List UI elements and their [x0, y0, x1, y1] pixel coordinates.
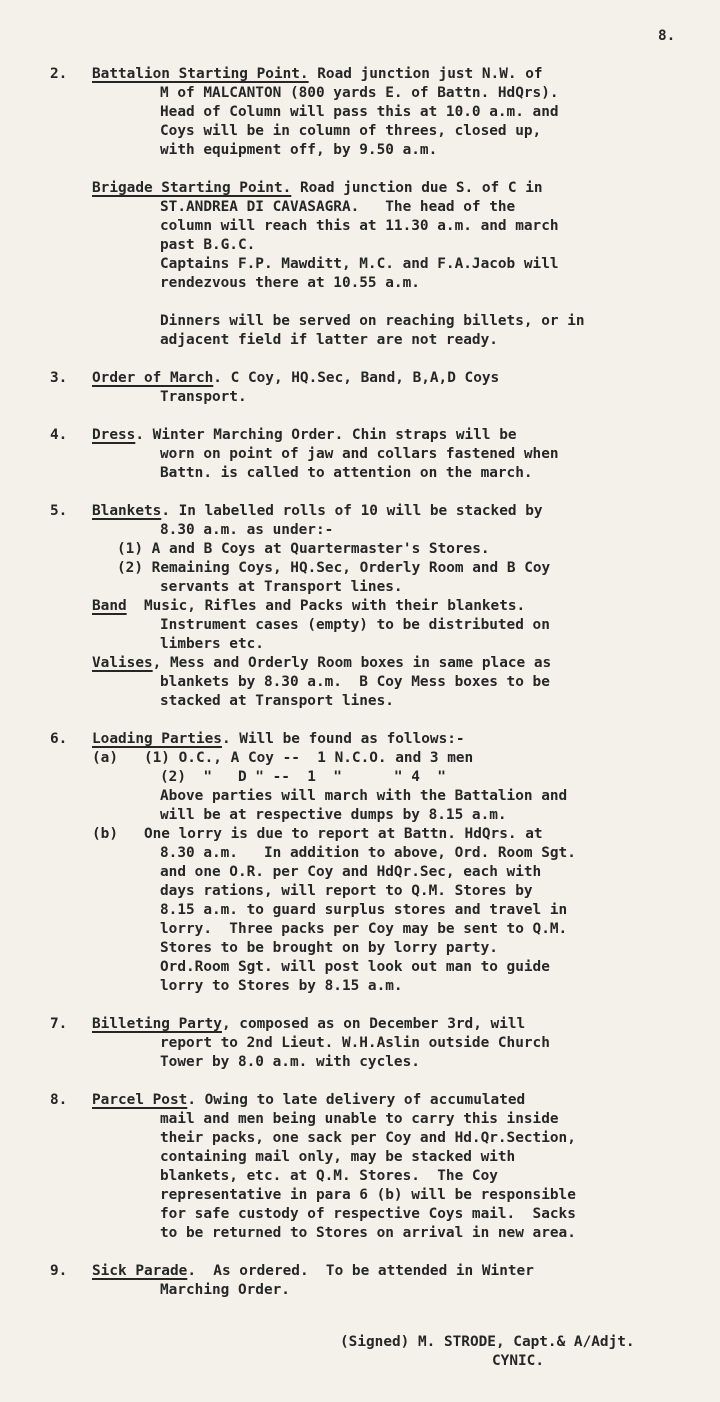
paragraph-number: 6. — [50, 731, 68, 747]
section-heading: Battalion Starting Point. — [92, 66, 309, 82]
text-line — [92, 66, 543, 82]
text-line: Transport. — [160, 389, 247, 405]
text-line — [92, 1092, 525, 1108]
text-line: servants at Transport lines. — [160, 579, 403, 595]
text-line — [92, 1016, 525, 1032]
text-line: blankets by 8.30 a.m. B Coy Mess boxes to be — [160, 674, 550, 690]
section-text: , Mess and Orderly Room boxes in same place as — [152, 655, 552, 671]
paragraph-number: 9. — [50, 1263, 68, 1279]
text-line: stacked at Transport lines. — [160, 693, 394, 709]
section-heading: Band — [92, 598, 127, 614]
section-text: Music, Rifles and Packs with their blankets. — [126, 598, 526, 614]
text-line: ST.ANDREA DI CAVASAGRA. The head of the — [160, 199, 516, 215]
paragraph-number: 8. — [50, 1092, 68, 1108]
section-text: . Owing to late delivery of accumulated — [187, 1092, 526, 1108]
text-line — [92, 427, 517, 443]
text-line: column will reach this at 11.30 a.m. and march — [160, 218, 559, 234]
text-line: (2) " D " -- 1 " " 4 " — [160, 769, 446, 785]
section-heading: Billeting Party — [92, 1016, 222, 1032]
section-text: , composed as on December 3rd, will — [221, 1016, 526, 1032]
text-line: report to 2nd Lieut. W.H.Aslin outside Church — [160, 1035, 550, 1051]
text-line: Battn. is called to attention on the march. — [160, 465, 533, 481]
paragraph-number: 7. — [50, 1016, 68, 1032]
text-line: Above parties will march with the Battalion and — [160, 788, 568, 804]
section-heading: Sick Parade — [92, 1263, 188, 1279]
section-text: . As ordered. To be attended in Winter — [187, 1263, 534, 1279]
text-line: Instrument cases (empty) to be distributed on — [160, 617, 550, 633]
text-line: their packs, one sack per Coy and Hd.Qr.Section, — [160, 1130, 576, 1146]
page-number: 8. — [658, 28, 676, 44]
text-line: lorry. Three packs per Coy may be sent to Q.M. — [160, 921, 568, 937]
text-line: to be returned to Stores on arrival in new area. — [160, 1225, 576, 1241]
text-line: with equipment off, by 9.50 a.m. — [160, 142, 438, 158]
section-heading: Brigade Starting Point. — [92, 180, 292, 196]
text-line — [92, 731, 465, 747]
paragraph-number: 2. — [50, 66, 68, 82]
text-line — [92, 180, 543, 196]
section-heading: Loading Parties — [92, 731, 222, 747]
text-line: will be at respective dumps by 8.15 a.m. — [160, 807, 507, 823]
text-line: and one O.R. per Coy and HdQr.Sec, each with — [160, 864, 542, 880]
text-line: 8.30 a.m. In addition to above, Ord. Room Sgt. — [160, 845, 576, 861]
section-text: . In labelled rolls of 10 will be stacked by — [161, 503, 543, 519]
text-line: (2) Remaining Coys, HQ.Sec, Orderly Room and B Coy — [117, 560, 551, 576]
text-line: 8.30 a.m. as under:- — [160, 522, 334, 538]
paragraph-number: 5. — [50, 503, 68, 519]
paragraph-number: 4. — [50, 427, 68, 443]
text-line: Captains F.P. Mawditt, M.C. and F.A.Jacob will — [160, 256, 559, 272]
text-line: Coys will be in column of threes, closed up, — [160, 123, 542, 139]
text-line: days rations, will report to Q.M. Stores by — [160, 883, 533, 899]
text-line: Dinners will be served on reaching billets, or in — [160, 313, 585, 329]
section-text: Road junction just N.W. of — [308, 66, 543, 82]
text-line — [92, 655, 551, 671]
text-line: representative in para 6 (b) will be responsible — [160, 1187, 576, 1203]
section-heading: Dress — [92, 427, 136, 443]
section-heading: Parcel Post — [92, 1092, 188, 1108]
text-line: adjacent field if latter are not ready. — [160, 332, 498, 348]
section-text: . Winter Marching Order. Chin straps will be — [135, 427, 517, 443]
text-line: blankets, etc. at Q.M. Stores. The Coy — [160, 1168, 498, 1184]
paragraph-number: 3. — [50, 370, 68, 386]
text-line: (a) (1) O.C., A Coy -- 1 N.C.O. and 3 men — [92, 750, 474, 766]
text-line: Tower by 8.0 a.m. with cycles. — [160, 1054, 420, 1070]
section-text: Road junction due S. of C in — [291, 180, 543, 196]
section-text: . C Coy, HQ.Sec, Band, B,A,D Coys — [213, 370, 500, 386]
text-line: mail and men being unable to carry this inside — [160, 1111, 559, 1127]
section-heading: Valises — [92, 655, 153, 671]
text-line: (1) A and B Coys at Quartermaster's Stores. — [117, 541, 490, 557]
text-line: (b) One lorry is due to report at Battn. HdQrs. at — [92, 826, 543, 842]
section-heading: Order of March — [92, 370, 214, 386]
text-line: lorry to Stores by 8.15 a.m. — [160, 978, 403, 994]
text-line — [92, 370, 499, 386]
text-line: for safe custody of respective Coys mail. Sacks — [160, 1206, 576, 1222]
text-line: containing mail only, may be stacked with — [160, 1149, 516, 1165]
text-line: (Signed) M. STRODE, Capt.& A/Adjt. — [340, 1334, 635, 1350]
text-line — [92, 1263, 534, 1279]
text-line — [92, 503, 543, 519]
text-line: past B.G.C. — [160, 237, 256, 253]
text-line: 8.15 a.m. to guard surplus stores and travel in — [160, 902, 568, 918]
text-line: CYNIC. — [492, 1353, 544, 1369]
text-line: worn on point of jaw and collars fastened when — [160, 446, 559, 462]
text-line: Marching Order. — [160, 1282, 290, 1298]
text-line: Stores to be brought on by lorry party. — [160, 940, 498, 956]
section-heading: Blankets — [92, 503, 162, 519]
text-line — [92, 598, 525, 614]
text-line: rendezvous there at 10.55 a.m. — [160, 275, 420, 291]
text-line: limbers etc. — [160, 636, 264, 652]
text-line: M of MALCANTON (800 yards E. of Battn. HdQrs). — [160, 85, 559, 101]
text-line: Head of Column will pass this at 10.0 a.m. and — [160, 104, 559, 120]
section-text: . Will be found as follows:- — [221, 731, 465, 747]
text-line: Ord.Room Sgt. will post look out man to guide — [160, 959, 550, 975]
